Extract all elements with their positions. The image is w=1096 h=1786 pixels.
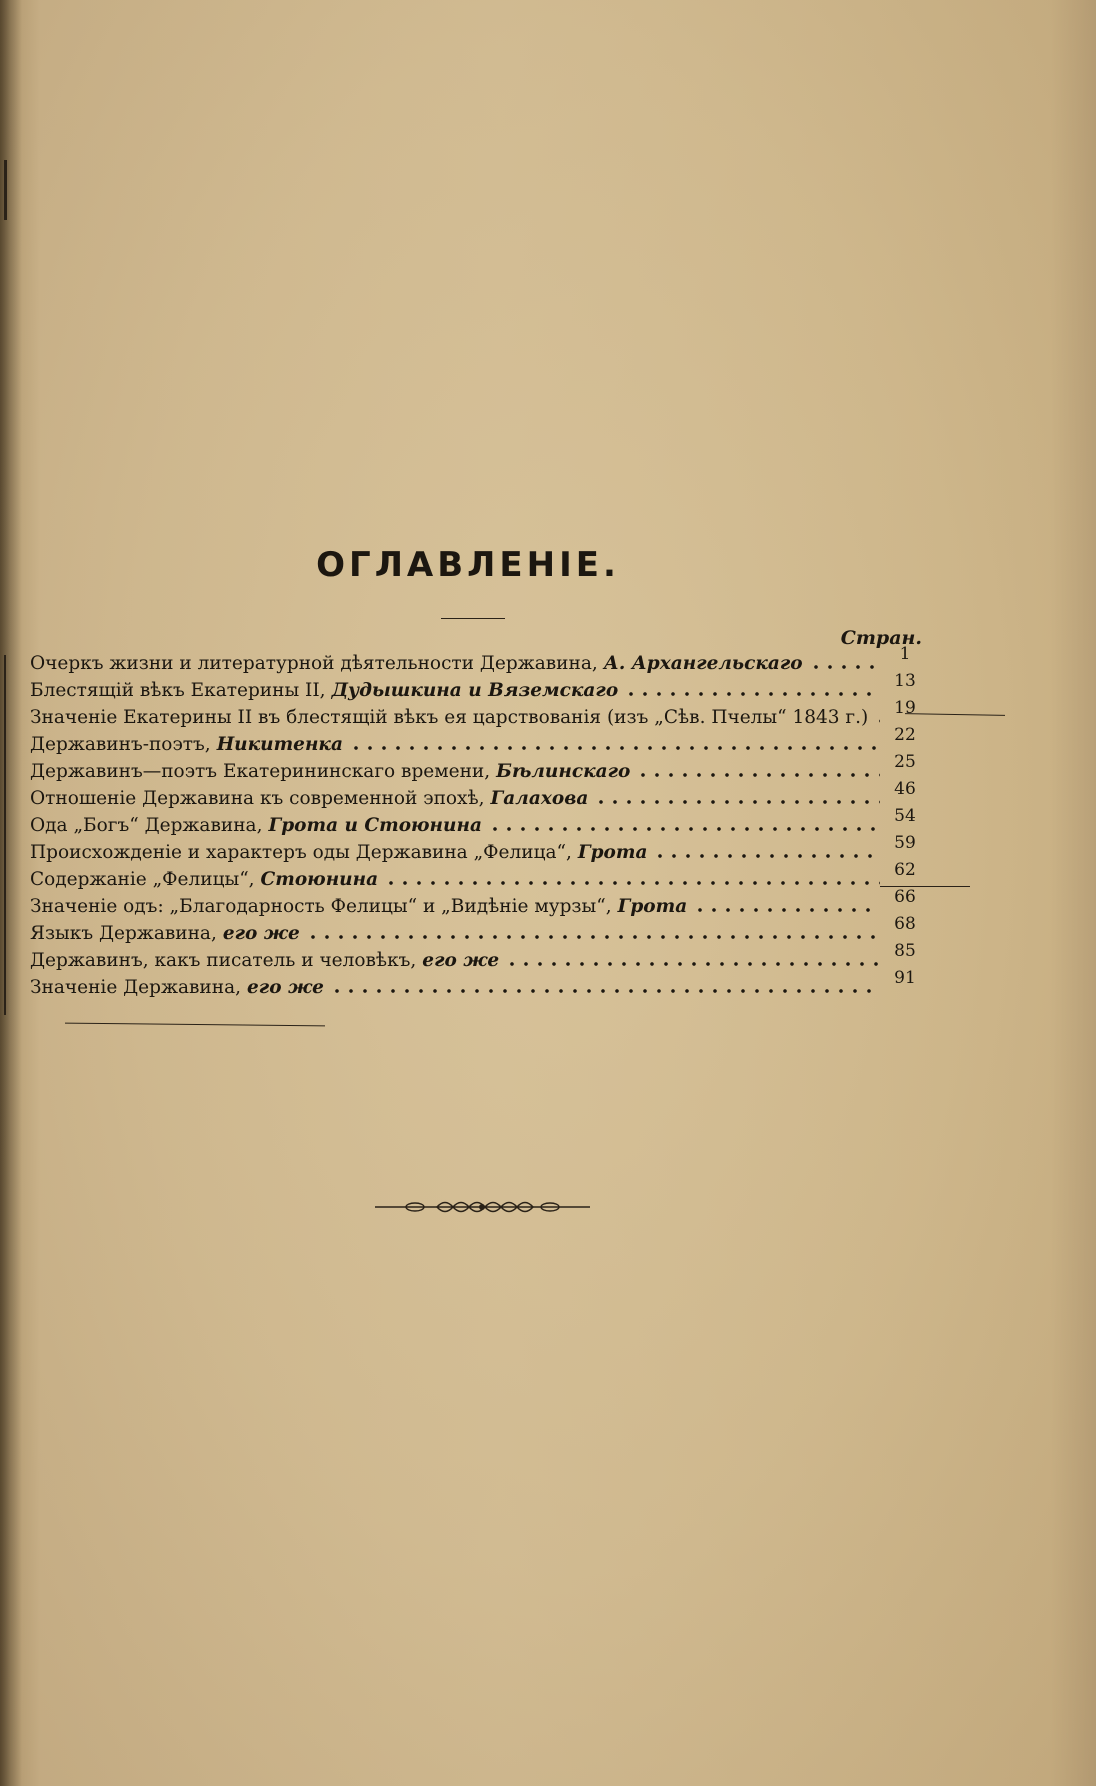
toc-entry-title: Очеркъ жизни и литературной дѣятельности Державина, bbox=[30, 653, 598, 674]
toc-entry-title: Державинъ-поэтъ, bbox=[30, 734, 211, 755]
toc-entry-title: Языкъ Державина, bbox=[30, 923, 217, 944]
toc-entry-author: А. Архангельскаго bbox=[603, 653, 803, 674]
pages-column-header: Стран. bbox=[840, 627, 922, 649]
toc-entry-line bbox=[30, 758, 880, 785]
toc-page-number: 54 bbox=[894, 806, 916, 826]
toc-entry-line bbox=[30, 839, 880, 866]
toc-entry-line bbox=[30, 785, 880, 812]
toc-entry-title: Значеніе одъ: „Благодарность Фелицы“ и „Видѣніе мурзы“, bbox=[30, 896, 612, 917]
toc-entry bbox=[30, 860, 930, 893]
toc-entry-line bbox=[30, 893, 880, 920]
toc-entry-title: Отношеніе Державина къ современной эпохѣ, bbox=[30, 788, 485, 809]
dot-leader bbox=[349, 746, 880, 750]
toc-entry bbox=[30, 725, 930, 758]
toc-entry-title: Происхожденіе и характеръ оды Державина „Фелица“, bbox=[30, 842, 572, 863]
margin-mark bbox=[4, 160, 7, 220]
toc-entry-author: Грота и Стоюнина bbox=[268, 815, 482, 836]
toc-page-number: 91 bbox=[894, 968, 916, 988]
toc-entry bbox=[30, 671, 930, 704]
toc-entry bbox=[30, 644, 930, 677]
toc-page-number: 1 bbox=[899, 644, 911, 664]
dot-leader bbox=[874, 719, 880, 723]
toc-entry-author: Бѣлинскаго bbox=[496, 761, 631, 782]
dot-leader bbox=[306, 935, 880, 939]
margin-mark bbox=[4, 655, 6, 1015]
dot-leader bbox=[653, 854, 880, 858]
toc-entry-title: Значеніе Державина, bbox=[30, 977, 242, 998]
ornament-divider bbox=[375, 1195, 590, 1219]
toc-entry bbox=[30, 752, 930, 785]
toc-entry-line bbox=[30, 677, 880, 704]
toc-entry-author: Никитенка bbox=[216, 734, 343, 755]
toc-entry-title: Значеніе Екатерины II въ блестящій вѣкъ ея царствованія (изъ „Сѣв. Пчелы“ 1843 г.) bbox=[30, 707, 869, 728]
toc-page-number: 66 bbox=[894, 887, 916, 907]
toc-entry-line bbox=[30, 947, 880, 974]
toc-entry-author: Стоюнина bbox=[260, 869, 379, 890]
page-title: ОГЛАВЛЕНІЕ. bbox=[316, 545, 620, 585]
dot-leader bbox=[384, 881, 880, 885]
toc-entry-title: Державинъ—поэтъ Екатерининскаго времени, bbox=[30, 761, 491, 782]
toc-entry bbox=[30, 698, 930, 731]
toc-entry-line bbox=[30, 704, 880, 731]
toc-entry-author: его же bbox=[222, 923, 300, 944]
toc-entry-author: Галахова bbox=[490, 788, 589, 809]
dot-leader bbox=[624, 692, 880, 696]
toc-entry-title: Ода „Богъ“ Державина, bbox=[30, 815, 263, 836]
toc-entry bbox=[30, 806, 930, 839]
pencil-mark bbox=[65, 1023, 325, 1027]
dot-leader bbox=[505, 962, 880, 966]
toc-entry bbox=[30, 779, 930, 812]
toc-entry-line bbox=[30, 650, 880, 677]
pencil-mark bbox=[880, 886, 970, 887]
toc-entry-author: Дудышкина и Вяземскаго bbox=[331, 680, 619, 701]
toc-page-number: 46 bbox=[894, 779, 916, 799]
title-rule bbox=[441, 618, 505, 619]
toc-entry bbox=[30, 968, 930, 1001]
toc-entry-author: его же bbox=[247, 977, 324, 998]
toc-page-number: 62 bbox=[894, 860, 916, 880]
dot-leader bbox=[488, 827, 880, 831]
toc-entry-title: Державинъ, какъ писатель и человѣкъ, bbox=[30, 950, 417, 971]
toc-entry-author: Грота bbox=[617, 896, 688, 917]
toc-entry bbox=[30, 887, 930, 920]
toc-page-number: 85 bbox=[894, 941, 916, 961]
toc-page-number: 68 bbox=[894, 914, 916, 934]
toc-entry-author: его же bbox=[422, 950, 500, 971]
dot-leader bbox=[594, 800, 880, 804]
toc-page-number: 22 bbox=[894, 725, 916, 745]
toc-entry-line bbox=[30, 920, 880, 947]
toc-entry-title: Содержаніе „Фелицы“, bbox=[30, 869, 255, 890]
table-of-contents bbox=[30, 644, 930, 1001]
dot-leader bbox=[330, 989, 880, 993]
toc-entry-author: Грота bbox=[577, 842, 648, 863]
toc-entry bbox=[30, 914, 930, 947]
toc-entry-title: Блестящій вѣкъ Екатерины II, bbox=[30, 680, 326, 701]
toc-page-number: 25 bbox=[894, 752, 916, 772]
toc-entry-line bbox=[30, 866, 880, 893]
toc-entry bbox=[30, 941, 930, 974]
toc-entry-line bbox=[30, 974, 880, 1001]
dot-leader bbox=[809, 665, 880, 669]
toc-entry-line bbox=[30, 731, 880, 758]
toc-page-number: 19 bbox=[894, 698, 916, 718]
dot-leader bbox=[636, 773, 880, 777]
toc-entry bbox=[30, 833, 930, 866]
toc-page-number: 59 bbox=[894, 833, 916, 853]
toc-entry-line bbox=[30, 812, 880, 839]
toc-page-number: 13 bbox=[894, 671, 916, 691]
dot-leader bbox=[693, 908, 880, 912]
